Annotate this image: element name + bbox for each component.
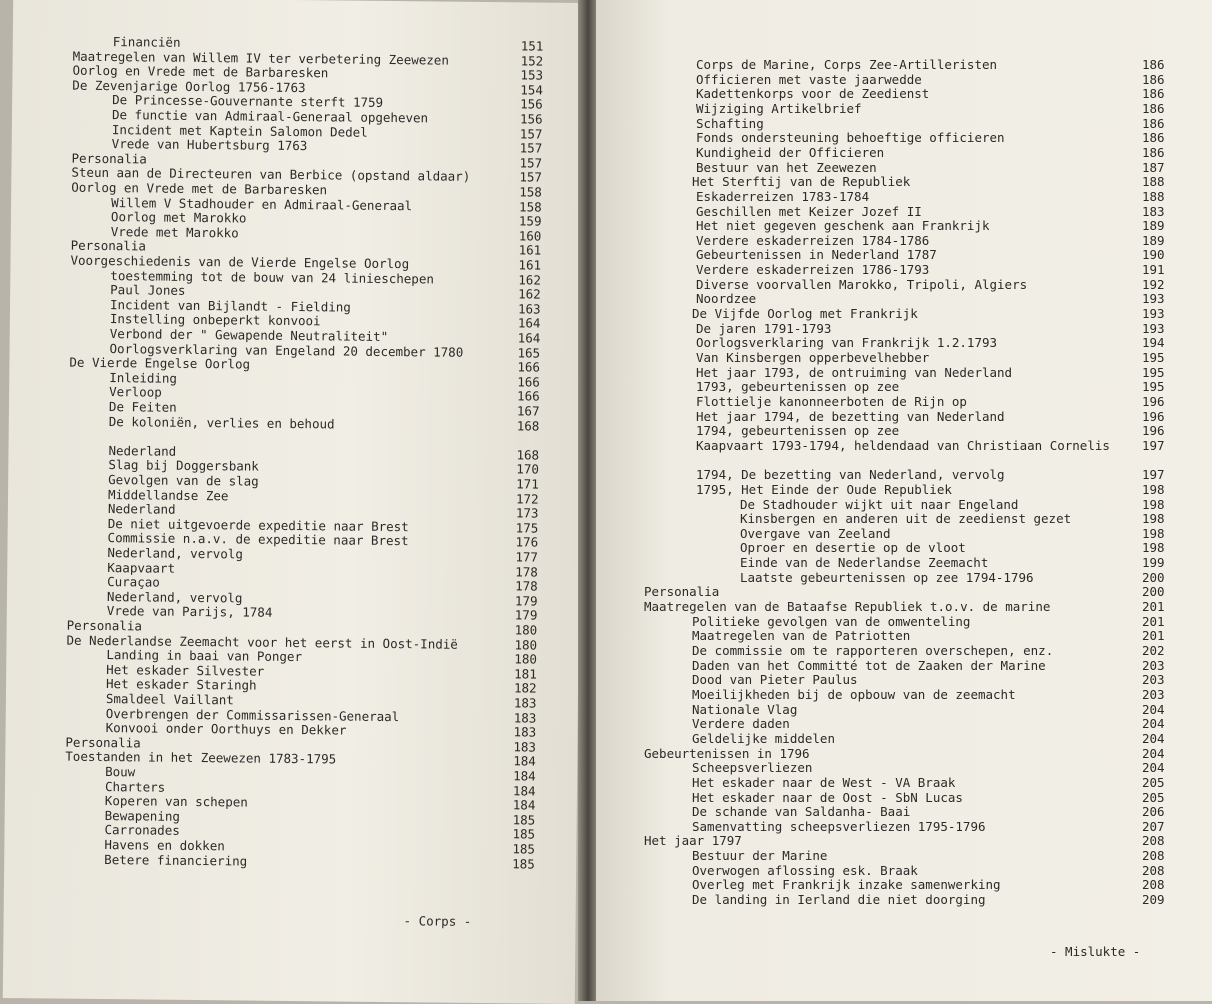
toc-entry-page-number: 200 (1142, 584, 1165, 600)
toc-entry-title: Het jaar 1794, de bezetting van Nederland (696, 408, 1005, 424)
toc-entry-page-number: 170 (516, 461, 539, 477)
toc-entry-page-number: 204 (1142, 730, 1165, 746)
toc-entry-title: De Zevenjarige Oorlog 1756-1763 (72, 77, 306, 95)
toc-entry (596, 233, 1212, 248)
toc-entry-title: Bestuur der Marine (692, 848, 828, 864)
toc-entry (596, 394, 1212, 409)
toc-entry-title: Vrede van Parijs, 1784 (106, 603, 273, 621)
toc-entry-title: Nederland (107, 501, 176, 517)
toc-entry-title: Einde van de Nederlandse Zeemacht (740, 555, 989, 571)
toc-entry-page-number: 159 (518, 213, 542, 229)
toc-entry-page-number: 208 (1142, 848, 1165, 864)
toc-entry-title: Het eskader Staringh (105, 676, 257, 694)
toc-entry-page-number: 179 (514, 607, 538, 623)
toc-entry-title: De commissie om te rapporteren overschepen, enz. (692, 643, 1054, 658)
toc-entry-title: Dood van Pieter Paulus (692, 672, 858, 688)
toc-entry-page-number: 166 (517, 359, 541, 375)
toc-entry-page-number: 205 (1142, 789, 1165, 805)
toc-entry-page-number: 164 (517, 315, 541, 331)
toc-entry-page-number: 197 (1142, 437, 1165, 453)
toc-entry (596, 716, 1212, 731)
toc-entry-title: De Vijfde Oorlog met Frankrijk (692, 306, 918, 322)
toc-entry-title: Van Kinsbergen opperbevelhebber (696, 350, 930, 365)
toc-entry-page-number: 200 (1142, 569, 1165, 585)
toc-entry-page-number: 162 (518, 271, 541, 288)
toc-entry-page-number: 188 (1142, 188, 1165, 204)
toc-entry-title: Vrede van Hubertsburg 1763 (111, 136, 308, 154)
toc-entry-title: Daden van het Committé tot de Zaaken der Marine (692, 657, 1046, 673)
toc-entry-title: Oorlog met Marokko (110, 209, 247, 226)
toc-entry-page-number: 176 (515, 534, 539, 550)
toc-entry-page-number: 168 (516, 417, 540, 434)
toc-entry-page-number: 190 (1142, 247, 1165, 263)
toc-entry-title: Incident van Bijlandt - Fielding (109, 296, 351, 315)
toc-entry (596, 72, 1212, 87)
toc-entry-title: Personalia (71, 150, 147, 167)
toc-entry-page-number: 204 (1142, 716, 1165, 732)
toc-entry-page-number: 197 (1142, 467, 1165, 483)
toc-entry (596, 189, 1212, 204)
toc-entry-title: De Princesse-Gouvernante sterft 1759 (112, 92, 384, 111)
toc-entry (596, 892, 1212, 907)
toc-entry-title: Middellandse Zee (107, 486, 229, 503)
toc-entry-title: Nationale Vlag (692, 701, 798, 717)
toc-entry-page-number: 166 (517, 374, 540, 390)
toc-entry-title: Carronades (104, 822, 180, 839)
toc-entry-page-number: 158 (519, 198, 542, 215)
toc-entry-page-number: 152 (520, 52, 544, 69)
toc-entry (596, 643, 1212, 658)
toc-entry-page-number: 194 (1142, 335, 1165, 351)
toc-entry-title: Kadettenkorps voor de Zeedienst (696, 86, 930, 102)
toc-entry-title: Bouw (105, 764, 136, 780)
toc-entry-page-number: 203 (1142, 686, 1165, 702)
toc-entry-title: Incident met Kaptein Salomon Dedel (111, 121, 368, 140)
toc-entry-title: Toestanden in het Zeewezen 1783-1795 (65, 749, 337, 767)
toc-entry-page-number: 186 (1142, 130, 1165, 146)
toc-entry-title: Landing in baai van Ponger (106, 647, 303, 665)
toc-entry-page-number: 184 (512, 782, 536, 799)
right-page-catchword: - Mislukte - (1050, 944, 1141, 959)
toc-entry-title: Oorlogsverklaring van Engeland 20 december 1780 (109, 340, 464, 360)
toc-entry-page-number: 193 (1142, 320, 1165, 336)
toc-entry-title: Wijziging Artikelbrief (696, 100, 862, 116)
toc-entry-title: Commissie n.a.v. de expeditie naar Brest (107, 530, 409, 549)
toc-entry-title: Personalia (70, 238, 146, 254)
toc-entry-page-number: 209 (1142, 892, 1165, 908)
toc-entry-title: Oproer en desertie op de vloot (740, 540, 966, 556)
toc-entry-page-number: 196 (1142, 408, 1165, 424)
toc-entry (596, 599, 1212, 614)
toc-entry-page-number: 189 (1142, 232, 1165, 248)
toc-entry-page-number: 193 (1142, 306, 1165, 322)
toc-entry (596, 775, 1212, 790)
toc-entry-page-number: 195 (1142, 379, 1165, 395)
toc-entry (596, 702, 1212, 717)
toc-entry (596, 350, 1212, 365)
toc-entry-page-number: 172 (515, 490, 539, 507)
toc-entry-title: Verbond der " Gewapende Neutraliteit" (109, 326, 389, 344)
toc-entry (596, 482, 1212, 497)
toc-entry (596, 555, 1212, 570)
toc-entry-title: Personalia (644, 584, 720, 600)
toc-entry (596, 467, 1212, 482)
toc-entry (596, 57, 1212, 72)
toc-entry-page-number: 196 (1142, 423, 1165, 439)
toc-entry-page-number: 178 (515, 563, 538, 580)
toc-entry-page-number: 203 (1142, 657, 1165, 673)
toc-entry-title: Het Sterftij van de Republiek (692, 174, 911, 190)
toc-entry-title: Het eskader naar de Oost - SbN Lucas (692, 789, 963, 805)
toc-entry (596, 335, 1212, 350)
toc-entry-page-number: 160 (518, 228, 542, 244)
toc-entry (596, 379, 1212, 394)
toc-entry (596, 204, 1212, 219)
toc-entry-title: De schande van Saldanha- Baai (692, 804, 911, 820)
toc-entry-page-number: 166 (517, 388, 540, 404)
toc-entry-title: Personalia (66, 617, 143, 634)
toc-entry-title: Instelling onbeperkt konvooi (109, 311, 321, 329)
toc-entry-title: Het jaar 1797 (644, 833, 742, 849)
toc-entry-title: Het niet gegeven geschenk aan Frankrijk (696, 218, 990, 234)
toc-entry-title: Vrede met Marokko (110, 223, 239, 241)
toc-entry (596, 614, 1212, 629)
toc-entry-page-number: 208 (1142, 862, 1165, 878)
toc-entry-page-number: 156 (520, 96, 543, 112)
toc-entry-title: Politieke gevolgen van de omwenteling (692, 613, 971, 629)
toc-entry-title: Flottielje kanonneerboten de Rijn op (696, 393, 967, 409)
toc-entry-title: De Nederlandse Zeemacht voor het eerst in Oost-Indië (66, 632, 458, 652)
toc-entry (596, 218, 1212, 233)
toc-entry-title: Het eskader naar de West - VA Braak (692, 774, 956, 790)
toc-entry (596, 277, 1212, 292)
toc-entry-title: De Stadhouder wijkt uit naar Engeland (740, 496, 1019, 512)
toc-entry-page-number: 168 (516, 447, 540, 463)
toc-entry-title: Oorlog en Vrede met de Barbaresken (72, 62, 329, 81)
toc-entry-title: Kaapvaart (107, 559, 176, 576)
toc-entry (596, 672, 1212, 687)
toc-entry-title: 1795, Het Einde der Oude Republiek (696, 481, 952, 497)
toc-entry-page-number: 201 (1142, 628, 1165, 644)
toc-entry-title: toestemming tot de bouw van 24 linieschepen (110, 267, 435, 287)
toc-entry-page-number: 180 (514, 636, 538, 653)
toc-entry-page-number: 157 (519, 155, 543, 171)
toc-entry-title: Diverse voorvallen Marokko, Tripoli, Algiers (696, 276, 1028, 292)
toc-entry (596, 804, 1212, 819)
toc-entry (596, 438, 1212, 453)
toc-entry-title: Het eskader Silvester (106, 661, 265, 679)
toc-entry (596, 687, 1212, 702)
toc-entry (596, 365, 1212, 380)
toc-entry-page-number: 180 (514, 622, 538, 638)
toc-entry-page-number: 205 (1142, 774, 1165, 790)
toc-entry-title: 1794, De bezetting van Nederland, vervolg (696, 467, 1005, 483)
toc-entry-title: Kaapvaart 1793-1794, heldendaad van Christiaan Cornelis (696, 437, 1110, 453)
toc-entry-title: 1794, gebeurtenissen op zee (696, 423, 900, 439)
toc-entry (596, 848, 1212, 863)
toc-entry (596, 540, 1212, 555)
toc-entry-page-number: 167 (516, 403, 540, 419)
toc-entry-page-number: 179 (514, 593, 538, 609)
toc-entry-page-number: 162 (518, 286, 541, 302)
toc-entry-title: Maatregelen van de Patriotten (692, 628, 911, 644)
toc-entry-page-number: 186 (1142, 86, 1165, 102)
toc-entry-page-number: 196 (1142, 393, 1165, 409)
toc-entry-title: Nederland, vervolg (107, 545, 243, 562)
toc-entry-page-number: 184 (513, 768, 536, 784)
toc-entry-page-number: 184 (512, 797, 536, 813)
toc-entry-page-number: 175 (515, 520, 539, 536)
toc-entry-title: Overwogen aflossing esk. Braak (692, 862, 918, 878)
toc-entry (596, 731, 1212, 746)
toc-entry-title: Maatregelen van Willem IV ter verbetering Zeewezen (72, 48, 449, 68)
toc-entry (596, 658, 1212, 673)
toc-entry-page-number: 199 (1142, 555, 1165, 571)
toc-entry-page-number: 186 (1142, 57, 1165, 72)
left-page (3, 0, 585, 1004)
toc-entry-title: Oorlog en Vrede met de Barbaresken (71, 179, 328, 198)
toc-entry-page-number: 193 (1142, 291, 1165, 307)
toc-entry-title: Gevolgen van de slag (108, 472, 259, 489)
toc-entry-page-number: 191 (1142, 262, 1165, 278)
toc-entry-page-number: 173 (515, 505, 539, 521)
toc-entry-title: Verloop (109, 384, 162, 401)
toc-entry-page-number: 182 (513, 680, 537, 696)
toc-entry (596, 833, 1212, 848)
toc-entry-title: Officieren met vaste jaarwedde (696, 71, 922, 87)
toc-entry-title: Kundigheid der Officieren (696, 144, 885, 160)
toc-entry-page-number: 157 (519, 125, 543, 142)
toc-entry-title: 1793, gebeurtenissen op zee (696, 379, 900, 395)
toc-entry-title: Gebeurtenissen in 1796 (644, 745, 810, 761)
toc-entry-title: Overbrengen der Commissarissen-Generaal (105, 705, 400, 724)
toc-entry-page-number: 165 (517, 344, 541, 361)
toc-entry (596, 86, 1212, 101)
toc-entry-title: De functie van Admiraal-Generaal opgeheven (111, 107, 429, 126)
toc-entry-title: Verdere daden (692, 716, 790, 732)
toc-entry-page-number: 183 (513, 724, 537, 740)
toc-entry (596, 511, 1212, 526)
right-page (596, 0, 1212, 1001)
toc-entry (596, 497, 1212, 512)
toc-entry-page-number: 208 (1142, 833, 1165, 849)
toc-entry-page-number: 183 (513, 709, 537, 726)
toc-entry (596, 174, 1212, 189)
toc-entry-page-number: 178 (515, 578, 538, 594)
toc-entry-title: Oorlogsverklaring van Frankrijk 1.2.1793 (696, 335, 998, 351)
toc-entry-page-number: 161 (518, 257, 542, 273)
toc-entry-page-number: 183 (513, 739, 537, 755)
toc-entry (596, 819, 1212, 834)
toc-entry-title: Overgave van Zeeland (740, 525, 891, 541)
toc-entry-title: Geldelijke middelen (692, 730, 835, 746)
toc-entry-page-number: 154 (520, 82, 543, 98)
toc-entry-title: Inleiding (109, 369, 178, 386)
toc-entry (596, 247, 1212, 262)
toc-entry-page-number: 180 (514, 651, 538, 667)
toc-entry-title: De jaren 1791-1793 (696, 320, 832, 336)
toc-entry (596, 877, 1212, 892)
toc-entry-title: Nederland, vervolg (106, 588, 243, 606)
toc-entry-page-number: 163 (517, 301, 541, 317)
toc-entry-title: Fonds ondersteuning behoeftige officieren (696, 130, 1005, 146)
toc-entry-page-number: 186 (1142, 100, 1165, 116)
toc-entry-title: Overleg met Frankrijk inzake samenwerking (692, 877, 1001, 893)
toc-entry-title: Betere financiering (104, 851, 248, 869)
toc-entry (596, 291, 1212, 306)
toc-entry (596, 160, 1212, 175)
toc-entry-title: Charters (104, 778, 166, 795)
toc-entry-page-number: 158 (519, 184, 542, 200)
toc-entry-title: Het jaar 1793, de ontruiming van Nederland (696, 364, 1013, 380)
book-gutter (578, 0, 598, 1001)
toc-entry (596, 790, 1212, 805)
toc-entry-title: Konvooi onder Oorthuys en Dekker (105, 720, 347, 738)
toc-entry-page-number: 192 (1142, 276, 1165, 292)
toc-entry-title: Samenvatting scheepsverliezen 1795-1796 (692, 818, 986, 834)
toc-entry-page-number: 185 (512, 855, 535, 872)
toc-entry (596, 628, 1212, 643)
toc-entry (596, 409, 1212, 424)
toc-entry-page-number: 195 (1142, 350, 1165, 365)
toc-entry (596, 863, 1212, 878)
toc-entry (596, 306, 1212, 321)
toc-entry-title: Slag bij Doggersbank (108, 457, 259, 475)
toc-entry-title: Nederland (108, 442, 177, 459)
toc-entry-page-number: 189 (1142, 218, 1165, 234)
toc-entry (596, 262, 1212, 277)
toc-entry-page-number: 157 (519, 169, 543, 185)
toc-entry-title: Voorgeschiedenis van de Vierde Engelse Oorlog (70, 252, 410, 272)
toc-entry (596, 760, 1212, 775)
toc-entry-page-number: 186 (1142, 144, 1165, 160)
toc-entry-title: Koperen van schepen (104, 793, 248, 810)
toc-entry (596, 423, 1212, 438)
toc-entry-page-number: 185 (512, 826, 536, 842)
toc-entry-page-number: 186 (1142, 115, 1165, 131)
toc-entry-page-number: 198 (1142, 481, 1165, 497)
toc-entry-page-number: 206 (1142, 804, 1165, 820)
left-page-catchword: - Corps - (403, 913, 472, 929)
toc-entry-title: Curaçao (107, 574, 160, 590)
toc-entry-page-number: 156 (519, 111, 543, 127)
toc-entry (596, 145, 1212, 160)
toc-entry-page-number: 185 (512, 812, 536, 828)
toc-entry-title: De landing in Ierland die niet doorging (692, 892, 986, 908)
toc-entry-page-number: 198 (1142, 540, 1165, 556)
toc-entry-title: Moeilijkheden bij de opbouw van de zeemacht (692, 686, 1016, 702)
toc-entry-page-number: 207 (1142, 818, 1165, 834)
toc-entry-page-number: 203 (1142, 672, 1165, 688)
toc-entry-page-number: 201 (1142, 613, 1165, 629)
toc-entry-title: Gebeurtenissen in Nederland 1787 (696, 247, 937, 263)
toc-entry-page-number: 188 (1142, 174, 1165, 190)
toc-entry-page-number: 186 (1142, 71, 1165, 87)
toc-entry-title: De Vierde Engelse Oorlog (69, 354, 251, 372)
toc-entry-title: Financiën (112, 34, 181, 50)
toc-entry-title: Noordzee (696, 291, 757, 307)
toc-entry-title: Personalia (65, 734, 141, 751)
toc-entry-title: Maatregelen van de Bataafse Republiek t.o.v. de marine (644, 599, 1051, 615)
toc-entry (596, 570, 1212, 585)
toc-entry-page-number: 171 (516, 476, 539, 492)
toc-entry-page-number: 208 (1142, 877, 1165, 893)
left-toc (13, 0, 585, 872)
toc-entry-title: Verdere eskaderreizen 1786-1793 (696, 262, 930, 278)
toc-entry-page-number: 204 (1142, 745, 1165, 761)
toc-entry-title: Smaldeel Vaillant (105, 691, 234, 708)
toc-entry-page-number: 198 (1142, 525, 1165, 541)
toc-entry (596, 526, 1212, 541)
toc-entry-page-number: 185 (512, 841, 536, 857)
toc-entry (596, 101, 1212, 116)
toc-entry-title: Geschillen met Keizer Jozef II (696, 203, 922, 219)
toc-entry-page-number: 198 (1142, 496, 1165, 512)
toc-entry-title: Kinsbergen en anderen uit de zeedienst gezet (740, 511, 1072, 527)
toc-entry-page-number: 153 (520, 67, 544, 83)
toc-entry-title: De niet uitgevoerde expeditie naar Brest (107, 515, 409, 534)
toc-entry-page-number: 181 (514, 666, 537, 682)
toc-entry (596, 746, 1212, 761)
toc-entry-page-number: 204 (1142, 701, 1165, 717)
toc-entry-page-number: 187 (1142, 159, 1165, 175)
toc-entry-title: De koloniën, verlies en behoud (108, 413, 335, 432)
toc-entry-page-number: 198 (1142, 511, 1165, 527)
toc-entry-page-number: 201 (1142, 599, 1165, 615)
toc-entry-title: Eskaderreizen 1783-1784 (696, 188, 870, 204)
toc-entry-title: Bewapening (104, 807, 181, 824)
toc-entry-page-number: 177 (515, 549, 539, 565)
toc-entry (596, 321, 1212, 336)
toc-entry-page-number: 164 (517, 330, 541, 346)
toc-entry-title: Bestuur van het Zeewezen (696, 159, 877, 175)
toc-entry-title: Verdere eskaderreizen 1784-1786 (696, 232, 930, 248)
toc-entry-title: Willem V Stadhouder en Admiraal-Generaal (111, 194, 413, 213)
toc-entry-title: Corps de Marine, Corps Zee-Artilleristen (696, 57, 998, 72)
toc-entry-page-number: 151 (520, 38, 544, 54)
toc-entry-page-number: 202 (1142, 643, 1165, 658)
toc-entry-page-number: 195 (1142, 364, 1165, 380)
toc-entry-title: Laatste gebeurtenissen op zee 1794-1796 (740, 569, 1034, 585)
toc-entry-page-number: 161 (518, 242, 542, 258)
toc-entry (596, 584, 1212, 599)
toc-entry-title: Havens en dokken (104, 837, 225, 854)
toc-entry-page-number: 183 (513, 695, 537, 711)
toc-entry-page-number: 183 (1142, 203, 1165, 219)
toc-entry-title: Steun aan de Directeuren van Berbice (opstand aldaar) (71, 165, 471, 185)
toc-entry-page-number: 157 (519, 140, 543, 156)
toc-entry (596, 116, 1212, 131)
toc-entry (596, 130, 1212, 145)
toc-entry-title: De Feiten (108, 399, 177, 415)
toc-entry-title: Paul Jones (110, 282, 186, 299)
toc-entry-page-number: 184 (513, 753, 536, 769)
toc-entry-page-number: 204 (1142, 760, 1165, 776)
toc-entry-title: Scheepsverliezen (692, 760, 813, 776)
toc-entry-title: Schafting (696, 115, 764, 131)
toc-entry (596, 453, 1212, 468)
